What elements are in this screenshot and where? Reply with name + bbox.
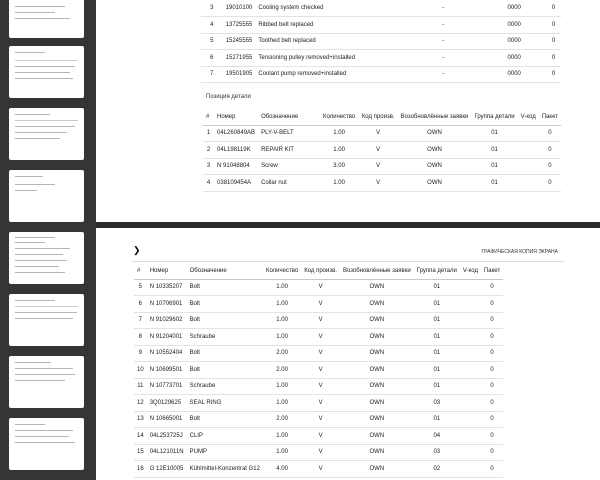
v-code bbox=[460, 296, 481, 313]
operation-value: 0000 bbox=[482, 0, 546, 17]
part-designation: REPAIR KIT bbox=[258, 142, 319, 159]
part-number: 038109454A bbox=[214, 175, 258, 192]
part-group: 02 bbox=[414, 461, 460, 478]
operation-code: 13725555 bbox=[223, 17, 256, 34]
part-designation: Schraube bbox=[187, 329, 263, 346]
table-row bbox=[134, 362, 503, 379]
table-row bbox=[134, 395, 503, 412]
page-thumbnail[interactable] bbox=[9, 294, 84, 346]
column-header: Номер bbox=[147, 264, 187, 279]
v-code bbox=[460, 378, 481, 395]
column-header: Пакет bbox=[539, 110, 561, 125]
part-number: 04L260849AB bbox=[214, 125, 258, 142]
renewed-orders: OWN bbox=[340, 428, 414, 445]
operations-table bbox=[201, 0, 561, 83]
parts-table-continued bbox=[134, 264, 503, 478]
row-number: 11 bbox=[134, 378, 147, 395]
part-number: G 12E10005 bbox=[147, 461, 187, 478]
page-thumbnail[interactable] bbox=[9, 170, 84, 222]
v-code bbox=[460, 312, 481, 329]
row-number: 7 bbox=[134, 312, 147, 329]
row-number: 6 bbox=[134, 296, 147, 313]
page-thumbnail[interactable] bbox=[9, 0, 84, 38]
quantity: 2.00 bbox=[263, 345, 301, 362]
v-code bbox=[460, 329, 481, 346]
v-code bbox=[518, 175, 539, 192]
part-number: 3Q0129625 bbox=[147, 395, 187, 412]
part-number: N 91048804 bbox=[214, 158, 258, 175]
v-code bbox=[460, 444, 481, 461]
producer-code: V bbox=[301, 362, 340, 379]
operation-flag: 0 bbox=[546, 66, 561, 83]
operation-code: 15245555 bbox=[223, 33, 256, 50]
v-code bbox=[518, 125, 539, 142]
part-group: 01 bbox=[471, 175, 517, 192]
row-number: 7 bbox=[201, 66, 223, 83]
producer-code: V bbox=[301, 296, 340, 313]
table-row bbox=[134, 329, 503, 346]
operation-dash: - bbox=[404, 0, 482, 17]
renewed-orders: OWN bbox=[340, 378, 414, 395]
renewed-orders: OWN bbox=[340, 329, 414, 346]
operation-description: Toothed belt replaced bbox=[255, 33, 404, 50]
producer-code: V bbox=[301, 411, 340, 428]
part-number: N 10335207 bbox=[147, 279, 187, 296]
chevron-down-icon[interactable]: ❯ bbox=[133, 245, 141, 255]
part-designation: Bolt bbox=[187, 411, 263, 428]
package: 0 bbox=[481, 395, 503, 412]
quantity: 1.00 bbox=[319, 175, 358, 192]
table-row bbox=[203, 158, 561, 175]
operation-dash: - bbox=[404, 66, 482, 83]
part-designation: Screw bbox=[258, 158, 319, 175]
column-header: Обозначение bbox=[187, 264, 263, 279]
quantity: 1.00 bbox=[263, 312, 301, 329]
quantity: 4.00 bbox=[263, 461, 301, 478]
column-header: Пакет bbox=[481, 264, 503, 279]
part-group: 01 bbox=[414, 345, 460, 362]
table-row bbox=[134, 444, 503, 461]
row-number: 4 bbox=[201, 17, 223, 34]
table-row bbox=[134, 378, 503, 395]
row-number: 4 bbox=[203, 175, 214, 192]
row-number: 8 bbox=[134, 329, 147, 346]
v-code bbox=[518, 158, 539, 175]
renewed-orders: OWN bbox=[340, 411, 414, 428]
producer-code: V bbox=[301, 312, 340, 329]
quantity: 1.00 bbox=[319, 142, 358, 159]
row-number: 5 bbox=[134, 279, 147, 296]
package: 0 bbox=[539, 158, 561, 175]
part-number: 04L198119K bbox=[214, 142, 258, 159]
package: 0 bbox=[481, 362, 503, 379]
column-header: Номер bbox=[214, 110, 258, 125]
row-number: 16 bbox=[134, 461, 147, 478]
quantity: 3.00 bbox=[319, 158, 358, 175]
table-row bbox=[203, 125, 561, 142]
producer-code: V bbox=[301, 395, 340, 412]
column-header: Возобновлённые заявки bbox=[398, 110, 472, 125]
renewed-orders: OWN bbox=[340, 444, 414, 461]
v-code bbox=[460, 362, 481, 379]
part-number: N 91029602 bbox=[147, 312, 187, 329]
producer-code: V bbox=[359, 175, 398, 192]
operation-dash: - bbox=[404, 33, 482, 50]
quantity: 1.00 bbox=[263, 395, 301, 412]
operation-value: 0000 bbox=[482, 66, 546, 83]
renewed-orders: OWN bbox=[340, 345, 414, 362]
v-code bbox=[460, 345, 481, 362]
row-number: 13 bbox=[134, 411, 147, 428]
column-header: Обозначение bbox=[258, 110, 319, 125]
part-designation: Bolt bbox=[187, 296, 263, 313]
package: 0 bbox=[539, 125, 561, 142]
table-row bbox=[201, 0, 561, 17]
package: 0 bbox=[539, 142, 561, 159]
part-designation: CLIP bbox=[187, 428, 263, 445]
quantity: 1.00 bbox=[263, 329, 301, 346]
operation-code: 15271955 bbox=[223, 50, 256, 67]
row-number: 12 bbox=[134, 395, 147, 412]
part-number: N 10552404 bbox=[147, 345, 187, 362]
renewed-orders: OWN bbox=[398, 125, 472, 142]
package: 0 bbox=[481, 279, 503, 296]
part-number: N 10773701 bbox=[147, 378, 187, 395]
document-page-2 bbox=[96, 228, 600, 480]
table-row bbox=[134, 428, 503, 445]
v-code bbox=[518, 142, 539, 159]
renewed-orders: OWN bbox=[340, 296, 414, 313]
quantity: 2.00 bbox=[263, 362, 301, 379]
screen-copy-header bbox=[132, 242, 564, 262]
table-row bbox=[134, 461, 503, 478]
v-code bbox=[460, 411, 481, 428]
quantity: 1.00 bbox=[263, 296, 301, 313]
part-group: 01 bbox=[471, 158, 517, 175]
table-row bbox=[203, 175, 561, 192]
part-group: 03 bbox=[414, 444, 460, 461]
part-group: 01 bbox=[471, 125, 517, 142]
part-group: 01 bbox=[471, 142, 517, 159]
part-group: 01 bbox=[414, 279, 460, 296]
parts-table bbox=[203, 110, 561, 192]
package: 0 bbox=[481, 378, 503, 395]
part-group: 04 bbox=[414, 428, 460, 445]
quantity: 1.00 bbox=[319, 125, 358, 142]
table-row bbox=[134, 411, 503, 428]
table-row bbox=[134, 345, 503, 362]
operation-description: Cooling system checked bbox=[255, 0, 404, 17]
renewed-orders: OWN bbox=[398, 175, 472, 192]
operation-code: 19501905 bbox=[223, 66, 256, 83]
column-header: # bbox=[203, 110, 214, 125]
table-row bbox=[201, 66, 561, 83]
parts-section-title: Позиция детали bbox=[206, 94, 251, 100]
part-designation: Schraube bbox=[187, 378, 263, 395]
column-header: Количество bbox=[319, 110, 358, 125]
column-header: Группа детали bbox=[414, 264, 460, 279]
quantity: 2.00 bbox=[263, 411, 301, 428]
table-row bbox=[134, 279, 503, 296]
quantity: 1.00 bbox=[263, 444, 301, 461]
part-group: 01 bbox=[414, 378, 460, 395]
part-group: 01 bbox=[414, 329, 460, 346]
operation-description: Tensioning pulley removed+installed bbox=[255, 50, 404, 67]
part-number: N 10706901 bbox=[147, 296, 187, 313]
operation-value: 0000 bbox=[482, 50, 546, 67]
v-code bbox=[460, 461, 481, 478]
part-designation: Kühlmittel-Konzentrat G12 bbox=[187, 461, 263, 478]
renewed-orders: OWN bbox=[340, 312, 414, 329]
producer-code: V bbox=[359, 158, 398, 175]
package: 0 bbox=[481, 444, 503, 461]
row-number: 2 bbox=[203, 142, 214, 159]
table-row bbox=[203, 142, 561, 159]
page-thumbnail[interactable] bbox=[9, 46, 84, 98]
renewed-orders: OWN bbox=[398, 142, 472, 159]
row-number: 15 bbox=[134, 444, 147, 461]
renewed-orders: OWN bbox=[340, 362, 414, 379]
producer-code: V bbox=[359, 142, 398, 159]
operation-value: 0000 bbox=[482, 33, 546, 50]
package: 0 bbox=[481, 411, 503, 428]
producer-code: V bbox=[301, 345, 340, 362]
package: 0 bbox=[481, 461, 503, 478]
column-header: # bbox=[134, 264, 147, 279]
part-group: 01 bbox=[414, 411, 460, 428]
column-header: V-код bbox=[518, 110, 539, 125]
part-designation: Bolt bbox=[187, 345, 263, 362]
column-header: Количество bbox=[263, 264, 301, 279]
column-header: Группа детали bbox=[471, 110, 517, 125]
page-thumbnail[interactable] bbox=[9, 418, 84, 470]
column-header: Код произв. bbox=[301, 264, 340, 279]
quantity: 1.00 bbox=[263, 378, 301, 395]
package: 0 bbox=[481, 329, 503, 346]
operation-dash: - bbox=[404, 17, 482, 34]
page-thumbnails-sidebar bbox=[0, 0, 96, 480]
part-group: 01 bbox=[414, 312, 460, 329]
quantity: 1.00 bbox=[263, 279, 301, 296]
operation-flag: 0 bbox=[546, 50, 561, 67]
operation-description: Coolant pump removed+installed bbox=[255, 66, 404, 83]
renewed-orders: OWN bbox=[398, 158, 472, 175]
operation-flag: 0 bbox=[546, 33, 561, 50]
producer-code: V bbox=[359, 125, 398, 142]
row-number: 14 bbox=[134, 428, 147, 445]
part-designation: Bolt bbox=[187, 362, 263, 379]
part-designation: Bolt bbox=[187, 279, 263, 296]
table-row bbox=[201, 33, 561, 50]
part-group: 01 bbox=[414, 362, 460, 379]
part-designation: PLY-V-BELT bbox=[258, 125, 319, 142]
column-header: Возобновлённые заявки bbox=[340, 264, 414, 279]
producer-code: V bbox=[301, 378, 340, 395]
part-designation: SEAL RING bbox=[187, 395, 263, 412]
v-code bbox=[460, 428, 481, 445]
table-row bbox=[201, 50, 561, 67]
package: 0 bbox=[481, 345, 503, 362]
row-number: 3 bbox=[203, 158, 214, 175]
page-thumbnail[interactable] bbox=[9, 108, 84, 160]
part-group: 01 bbox=[414, 296, 460, 313]
operation-dash: - bbox=[404, 50, 482, 67]
operation-flag: 0 bbox=[546, 17, 561, 34]
operation-flag: 0 bbox=[546, 0, 561, 17]
part-number: N 10665001 bbox=[147, 411, 187, 428]
renewed-orders: OWN bbox=[340, 395, 414, 412]
row-number: 9 bbox=[134, 345, 147, 362]
operation-code: 19010100 bbox=[223, 0, 256, 17]
package: 0 bbox=[481, 312, 503, 329]
table-row bbox=[134, 312, 503, 329]
part-number: 04L253725J bbox=[147, 428, 187, 445]
producer-code: V bbox=[301, 279, 340, 296]
operation-value: 0000 bbox=[482, 17, 546, 34]
renewed-orders: OWN bbox=[340, 279, 414, 296]
part-number: 04L121011N bbox=[147, 444, 187, 461]
part-number: N 91204001 bbox=[147, 329, 187, 346]
v-code bbox=[460, 279, 481, 296]
producer-code: V bbox=[301, 461, 340, 478]
producer-code: V bbox=[301, 428, 340, 445]
column-header: V-код bbox=[460, 264, 481, 279]
page-thumbnail[interactable] bbox=[9, 232, 84, 284]
page-thumbnail[interactable] bbox=[9, 356, 84, 408]
row-number: 1 bbox=[203, 125, 214, 142]
part-designation: Bolt bbox=[187, 312, 263, 329]
document-page-1 bbox=[96, 0, 600, 222]
row-number: 5 bbox=[201, 33, 223, 50]
column-header: Код произв. bbox=[359, 110, 398, 125]
row-number: 6 bbox=[201, 50, 223, 67]
part-number: N 10699501 bbox=[147, 362, 187, 379]
table-row bbox=[201, 17, 561, 34]
screen-copy-label: ГРАФИЧЕСКАЯ КОПИЯ ЭКРАНА bbox=[481, 249, 558, 255]
package: 0 bbox=[481, 428, 503, 445]
producer-code: V bbox=[301, 329, 340, 346]
part-designation: Collar nut bbox=[258, 175, 319, 192]
package: 0 bbox=[539, 175, 561, 192]
part-designation: PUMP bbox=[187, 444, 263, 461]
package: 0 bbox=[481, 296, 503, 313]
producer-code: V bbox=[301, 444, 340, 461]
operation-description: Ribbed belt replaced bbox=[255, 17, 404, 34]
row-number: 10 bbox=[134, 362, 147, 379]
row-number: 3 bbox=[201, 0, 223, 17]
renewed-orders: OWN bbox=[340, 461, 414, 478]
v-code bbox=[460, 395, 481, 412]
part-group: 03 bbox=[414, 395, 460, 412]
table-row bbox=[134, 296, 503, 313]
quantity: 1.00 bbox=[263, 428, 301, 445]
